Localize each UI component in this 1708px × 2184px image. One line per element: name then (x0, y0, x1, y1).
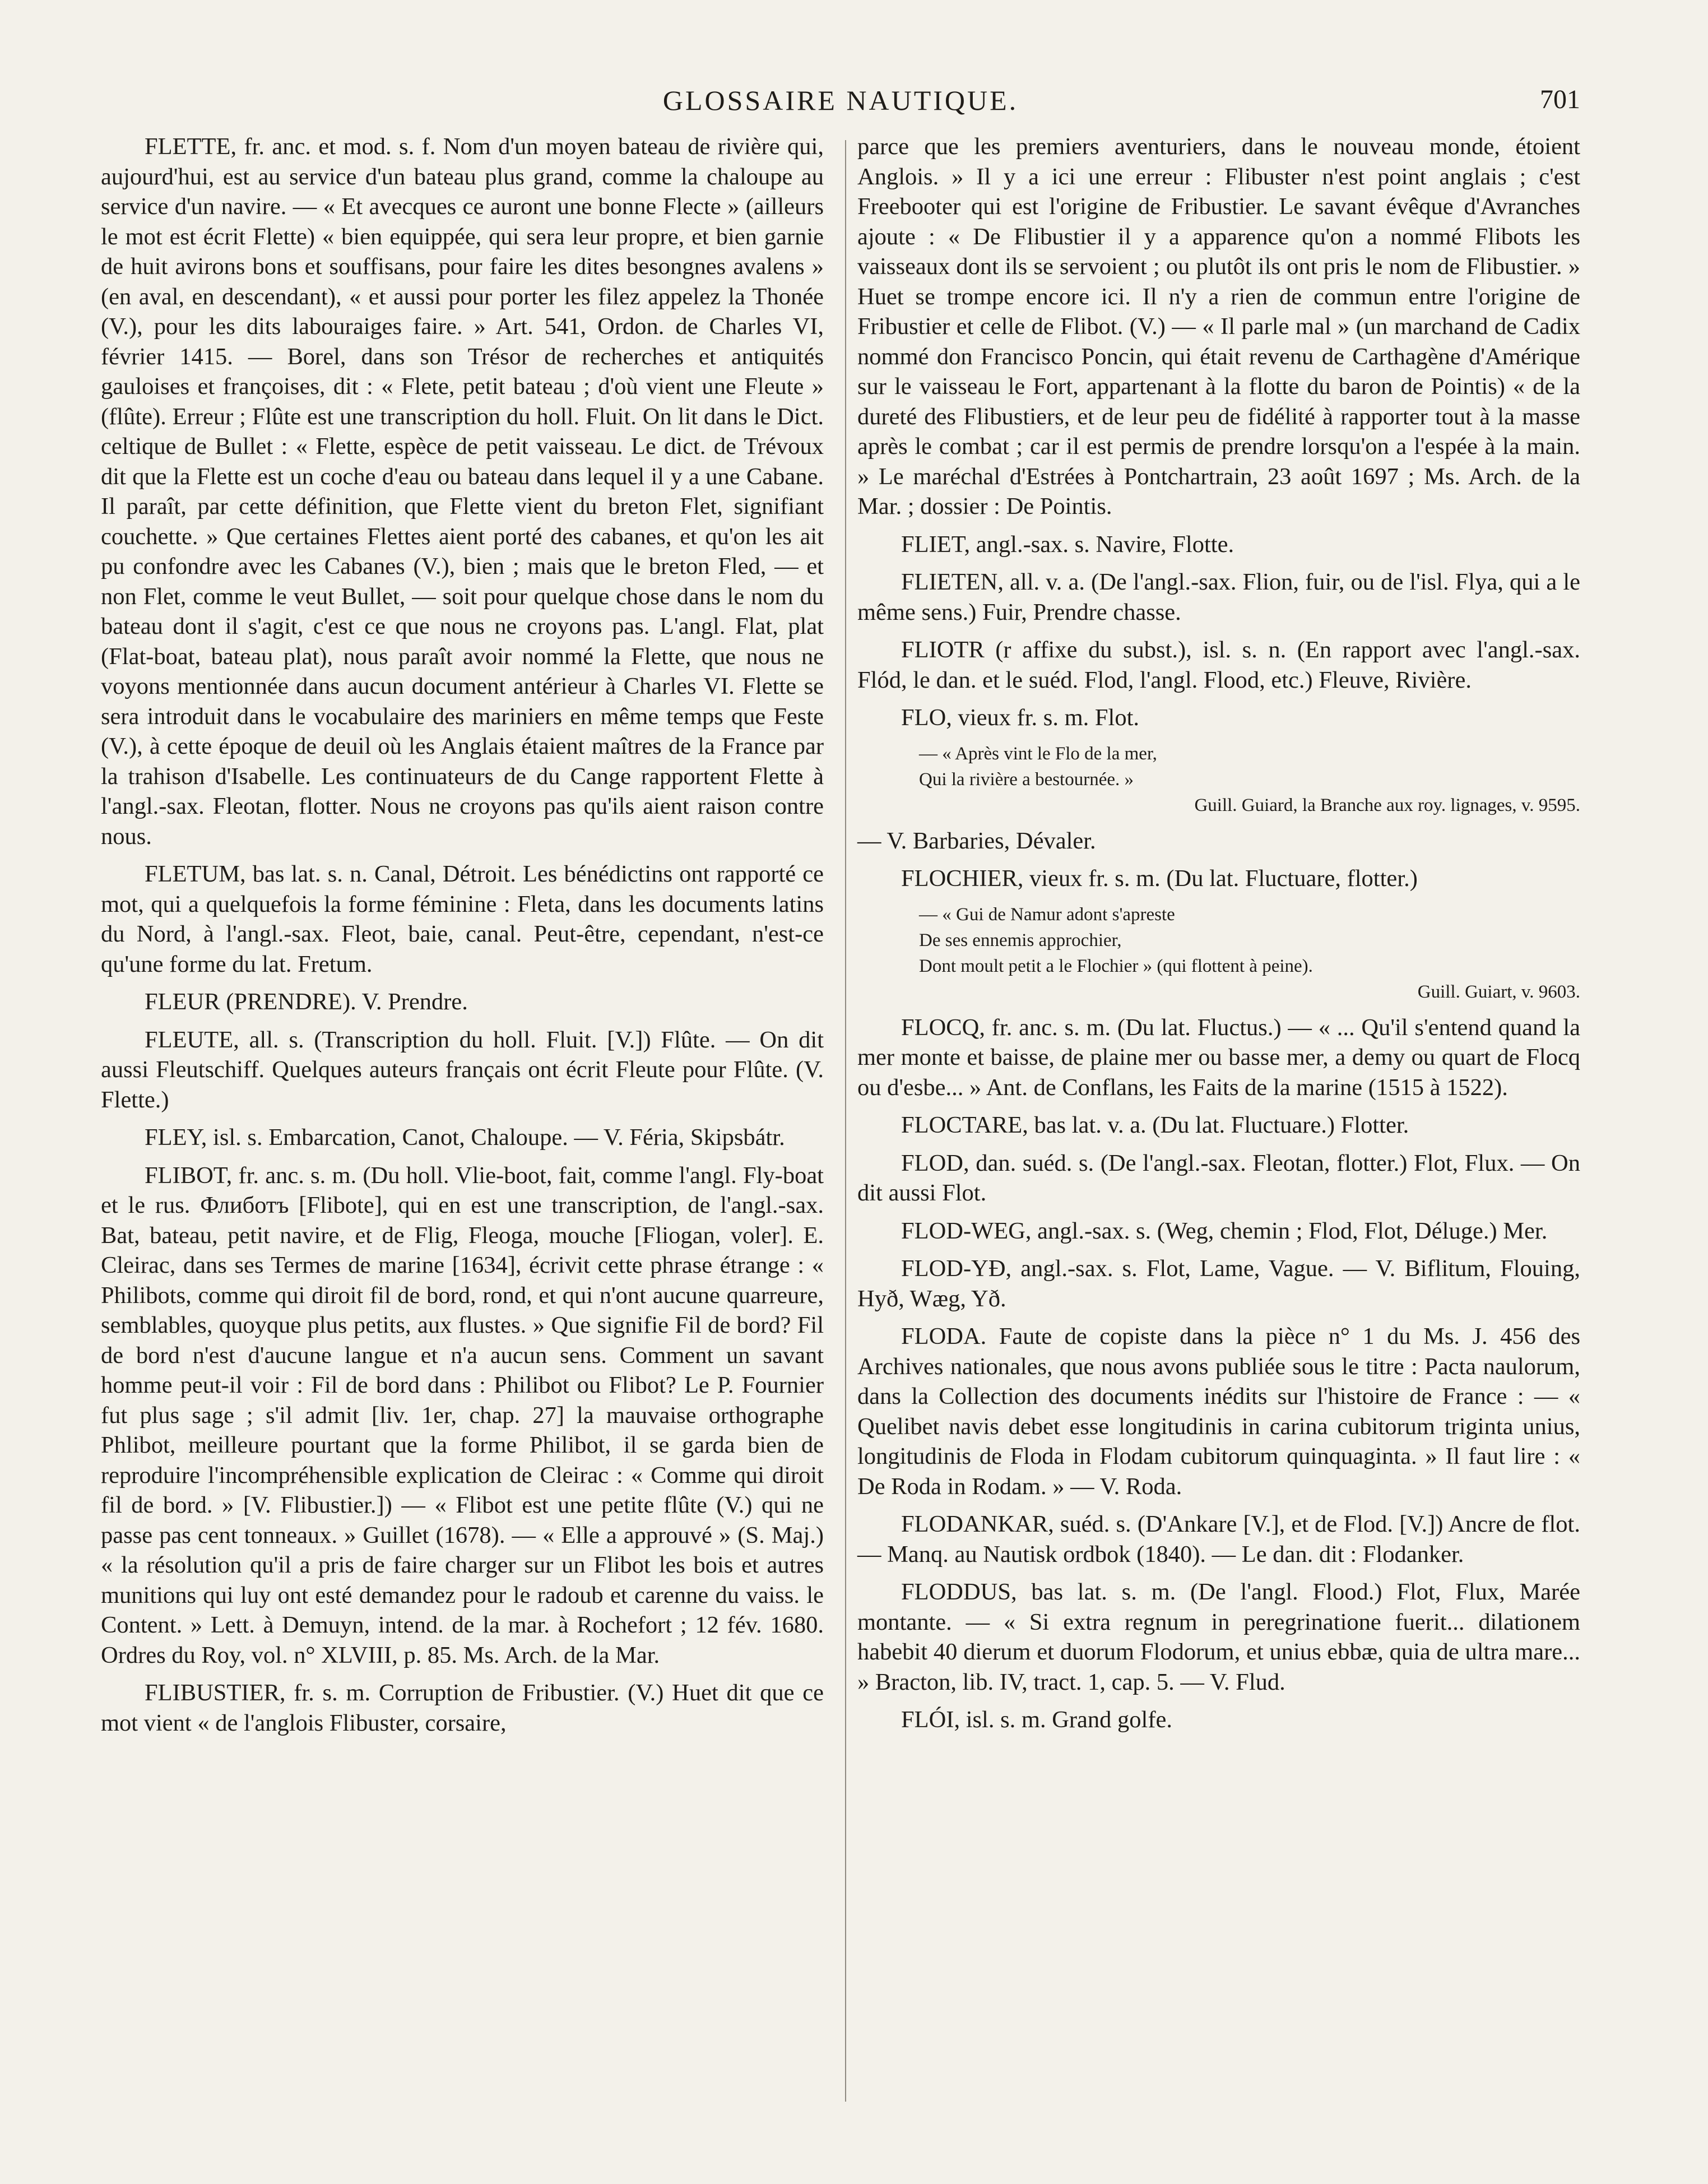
page-title: GLOSSAIRE NAUTIQUE. (662, 85, 1019, 116)
page-number: 701 (1540, 85, 1580, 114)
quote-line: Qui la rivière a bestournée. » (919, 769, 1134, 790)
entry-floda: FLODA. Faute de copiste dans la pièce n° 1 du Ms. J. 456 des Archives nationales, que nous avons publiée sous le titre : Pacta naulorum, dans la Collection des documents inédits sur l'histoire de France : — « Quelibet navis debet esse longitudinis in carina cubitorum triginta unius, longitudinis de Floda in Flodam cubitorum quinquaginta. » Il faut lire : « De Roda in Rodam. » — V. Roda. (857, 1323, 1580, 1500)
entry-flibustier-continued: parce que les premiers aventuriers, dans le nouveau monde, étoient Anglois. » Il y a ici une erreur : Flibuster n'est point anglais ; c'est Freebooter qui est l'origine de Fribustier. Le savant évêque d'Avranches ajoute : « De Flibustier il y a apparence qu'on a nommé Flibots les vaisseaux dont ils se servoient ; ou plutôt ils ont pris le nom de Flibustier. » Huet se trompe encore ici. Il n'y a rien de commun entre l'origine de Fribustier et celle de Flibot. (V.) — « Il parle mal » (un marchand de Cadix nommé don Francisco Poncin, qui était revenu de Carthagène d'Amérique sur le vaisseau le Fort, appartenant à la flotte du baron de Pointis) « de la dureté des Flibustiers, et de leur peu de fidélité à rapporter tout à la masse après le combat ; car il est permis de prendre lorsqu'on a l'espée à la main. » Le maréchal d'Estrées à Pontchartrain, 23 août 1697 ; Ms. Arch. de la Mar. ; dossier : De Pointis. (857, 133, 1580, 520)
entry-fliet: FLIET, angl.-sax. s. Navire, Flotte. (901, 531, 1234, 558)
entry-floi: FLÓI, isl. s. m. Grand golfe. (901, 1707, 1172, 1733)
entry-fliotr: FLIOTR (r affixe du subst.), isl. s. n. (En rapport avec l'angl.-sax. Flód, le dan. et le suéd. Flod, l'angl. Flood, etc.) Fleuve, Rivière. (857, 637, 1580, 693)
entry-flod-weg: FLOD-WEG, angl.-sax. s. (Weg, chemin ; Flod, Flot, Déluge.) Mer. (901, 1217, 1548, 1244)
entry-floctare: FLOCTARE, bas lat. v. a. (Du lat. Fluctuare.) Flotter. (901, 1112, 1409, 1138)
entry-flocq: FLOCQ, fr. anc. s. m. (Du lat. Fluctus.) — « ... Qu'il s'entend quand la mer monte et baisse, de plaine mer ou basse mer, a demy ou quart de Flocq ou d'esbe... » Ant. de Conflans, les Faits de la marine (1515 à 1522). (857, 1014, 1580, 1101)
quote-flochier (919, 902, 1580, 1005)
left-column (101, 132, 824, 1746)
page-header (101, 84, 1580, 123)
quote-line: — « Gui de Namur adont s'apreste (919, 904, 1175, 925)
entry-fletum: FLETUM, bas lat. s. n. Canal, Détroit. Les bénédictins ont rapporté ce mot, qui a quelquefois la forme féminine : Fleta, dans les documents latins du Nord, à l'angl.-sax. Fleot, baie, canal. Peut-être, cependant, n'est-ce qu'une forme du lat. Fretum. (101, 861, 824, 977)
right-column (857, 132, 1580, 1743)
entry-flodankar: FLODANKAR, suéd. s. (D'Ankare [V.], et de Flod. [V.]) Ancre de flot. — Manq. au Nautisk ordbok (1840). — Le dan. dit : Flodanker. (857, 1511, 1580, 1568)
entry-floddus: FLODDUS, bas lat. s. m. (De l'angl. Flood.) Flot, Flux, Marée montante. — « Si extra regnum in peregrinatione fuerit... dilationem habebit 40 dierum et duorum Flodorum, et unius ebbæ, quia de ultra mare... » Bracton, lib. IV, tract. 1, cap. 5. — V. Flud. (857, 1579, 1580, 1695)
entry-fley: FLEY, isl. s. Embarcation, Canot, Chaloupe. — V. Féria, Skipsbátr. (145, 1124, 785, 1151)
entry-flibot: FLIBOT, fr. anc. s. m. (Du holl. Vlie-boot, fait, comme l'angl. Fly-boat et le rus. Флиботъ [Flibote], qui en est une transcription, de l'angl.-sax. Bat, bateau, petit navire, et de Flig, Fleoga, mouche [Fliogan, voler]. E. Cleirac, dans ses Termes de marine [1634], écrivit cette phrase étrange : « Philibots, comme qui diroit fil de bord, rond, et qui n'ont aucune quarreure, semblables, quoyque plus petits, aux flustes. » Que signifie Fil de bord? Fil de bord n'est d'aucune langue et n'a aucun sens. Comment un savant homme peut-il voir : Fil de bord dans : Philibot ou Flibot? Le P. Fournier fut plus sage ; s'il admit [liv. 1er, chap. 27] la mauvaise orthographe Phlibot, meilleure pourtant que la forme Philibot, il se garda bien de reproduire l'incompréhensible explication de Cleirac : « Comme qui diroit fil de bord. » [V. Flibustier.]) — « Flibot est une petite flûte (V.) qui ne passe pas cent tonneaux. » Guillet (1678). — « Elle a approuvé » (S. Maj.) « la résolution qu'il a pris de faire charger sur un Flibot les bois et autres munitions qui luy ont esté demandez pour le radoub et carenne du vaiss. le Content. » Lett. à Demuyn, intend. de la mar. à Rochefort ; 12 fév. 1680. Ordres du Roy, vol. n° XLVIII, p. 85. Ms. Arch. de la Mar. (101, 1162, 824, 1668)
entry-flo-tail: — V. Barbaries, Dévaler. (857, 827, 1096, 854)
entry-fleur: FLEUR (PRENDRE). V. Prendre. (145, 989, 468, 1015)
entry-flochier: FLOCHIER, vieux fr. s. m. (Du lat. Fluctuare, flotter.) (901, 865, 1418, 892)
quote-line: De ses ennemis approchier, (919, 930, 1122, 950)
entry-flod-yd: FLOD-YÐ, angl.-sax. s. Flot, Lame, Vague. — V. Biflitum, Flouing, Hyð, Wæg, Yð. (857, 1255, 1580, 1312)
quote-line: — « Après vint le Flo de la mer, (919, 743, 1157, 764)
entry-flod: FLOD, dan. suéd. s. (De l'angl.-sax. Fleotan, flotter.) Flot, Flux. — On dit aussi Flot. (857, 1149, 1580, 1206)
quote-source: Guill. Guiard, la Branche aux roy. lignages, v. 9595. (1194, 795, 1580, 815)
entry-flieten: FLIETEN, all. v. a. (De l'angl.-sax. Flion, fuir, ou de l'isl. Flya, qui a le même sens.) Fuir, Prendre chasse. (857, 569, 1580, 625)
column-divider (845, 140, 846, 2102)
entry-flo: FLO, vieux fr. s. m. Flot. (901, 704, 1140, 731)
entry-fleute: FLEUTE, all. s. (Transcription du holl. Fluit. [V.]) Flûte. — On dit aussi Fleutschiff. Quelques auteurs français ont écrit Fleute pour Flûte. (V. Flette.) (101, 1026, 824, 1113)
quote-flo (919, 741, 1580, 818)
entry-flette: FLETTE, fr. anc. et mod. s. f. Nom d'un moyen bateau de rivière qui, aujourd'hui, est au service d'un bateau plus grand, comme la chaloupe au service d'un navire. — « Et avecques ce auront une bonne Flecte » (ailleurs le mot est écrit Flette) « bien equippée, qui sera leur propre, et bien garnie de huit avirons bons et souffisans, pour faire les dites besongnes avalens » (en aval, en descendant), « et aussi pour porter les filez appelez la Thonée (V.), pour les dits labouraiges faire. » Art. 541, Ordon. de Charles VI, février 1415. — Borel, dans son Trésor de recherches et antiquités gauloises et françoises, dit : « Flete, petit bateau ; d'où vient une Fleute » (flûte). Erreur ; Flûte est une transcription du holl. Fluit. On lit dans le Dict. celtique de Bullet : « Flette, espèce de petit vaisseau. Le dict. de Trévoux dit que la Flette est un coche d'eau ou bateau dans lequel il y a une Cabane. Il paraît, par cette définition, que Flette vient du breton Flet, signifiant couchette. » Que certaines Flettes aient porté des cabanes, et qu'on les ait pu confondre avec les Cabanes (V.), bien ; mais que le breton Fled, — et non Flet, comme le veut Bullet, — soit pour quelque chose dans le nom du bateau dont il s'agit, c'est ce que nous ne croyons pas. L'angl. Flat, plat (Flat-boat, bateau plat), nous paraît avoir nommé la Flette, que nous ne voyons mentionnée dans aucun document antérieur à Charles VI. Flette se sera introduit dans le vocabulaire des mariniers en même temps que Feste (V.), à cette époque de deuil où les Anglais étaient maîtres de la France par la trahison d'Isabelle. Les continuateurs de du Cange rapportent Flette à l'angl.-sax. Fleotan, flotter. Nous ne croyons pas qu'ils aient raison contre nous. (101, 133, 824, 850)
quote-line: Dont moult petit a le Flochier » (qui flottent à peine). (919, 956, 1313, 976)
entry-flibustier: FLIBUSTIER, fr. s. m. Corruption de Fribustier. (V.) Huet dit que ce mot vient « de l'anglois Flibuster, corsaire, (101, 1680, 824, 1736)
quote-source: Guill. Guiart, v. 9603. (1417, 981, 1580, 1002)
